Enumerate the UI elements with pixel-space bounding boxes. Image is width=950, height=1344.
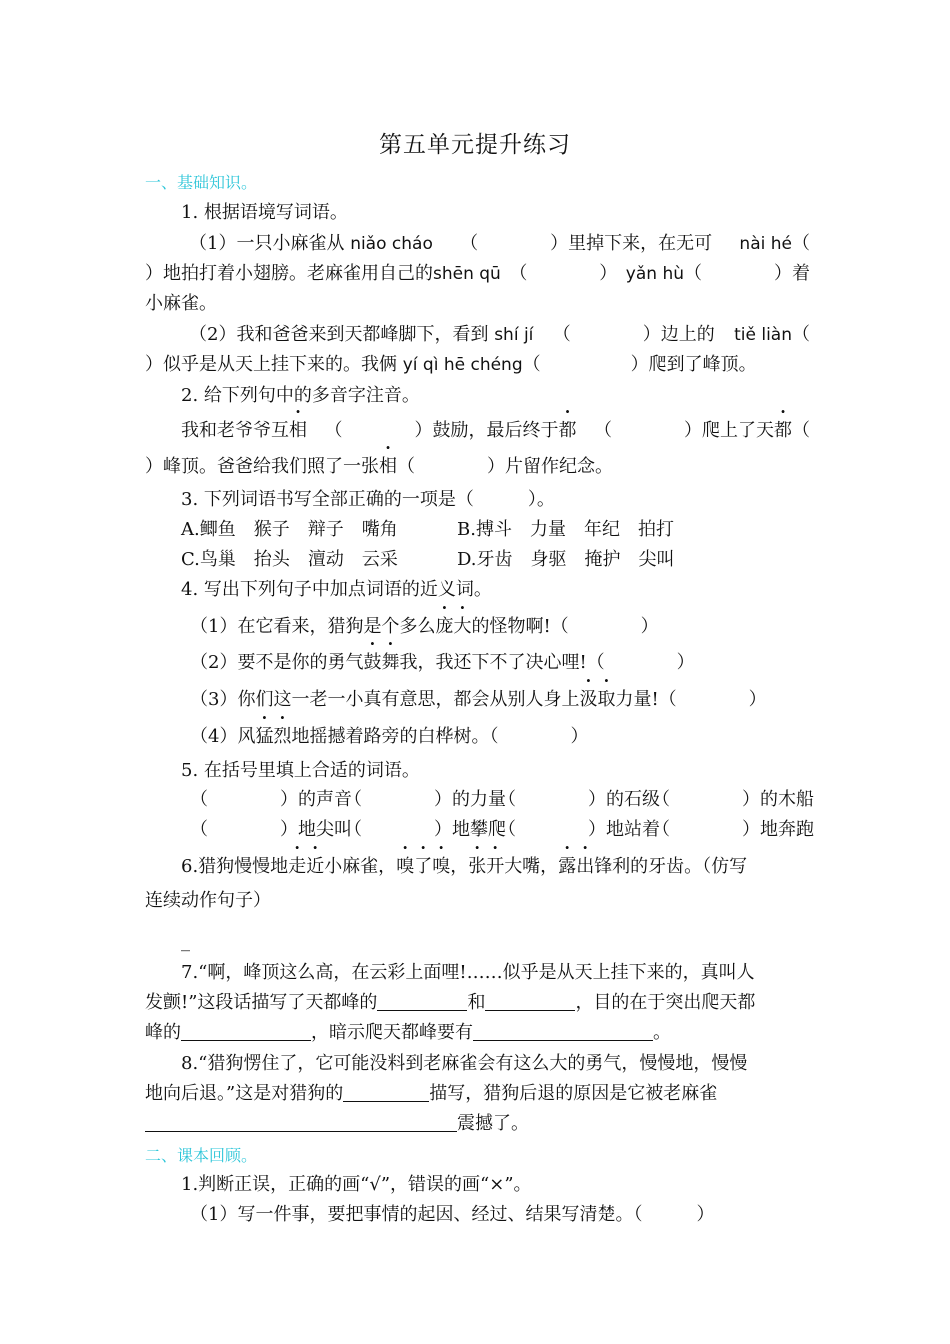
q4-s1-text-b: 的怪物啊!（ ） xyxy=(471,616,659,637)
q1-p2-line2 xyxy=(145,353,810,377)
pinyin-tie-lian: tiě liàn xyxy=(734,325,792,345)
q2-text-a: 我和老爷爷互 xyxy=(181,420,289,441)
dotted-char-xiang: 相 xyxy=(289,420,307,441)
q2-line2 xyxy=(145,455,810,479)
q5-item: （ ）的声音 xyxy=(190,789,352,810)
pinyin-yan-hu: yǎn hù xyxy=(625,264,684,284)
q4-sentence-1 xyxy=(190,615,855,639)
q3-options-row2 xyxy=(181,548,846,572)
q8-text-c: 震撼了。 xyxy=(457,1113,529,1134)
q2-text-b: （ ）鼓励，最后终于 xyxy=(324,420,559,441)
q4-s4-text-a: （4）风 xyxy=(190,726,256,747)
q6-text-d: 大嘴， xyxy=(504,856,559,877)
q2-text-f: （ ）片留作纪念。 xyxy=(397,456,613,477)
q1-p1-text-b: （ ）里掉下来，在无可 xyxy=(460,233,713,254)
pinyin-yi-qi-he-cheng: yí qì hē chéng xyxy=(402,355,523,375)
q6-text-c: ， xyxy=(450,856,469,877)
q7-text-c: ，目的在于突出爬天都 xyxy=(575,992,756,1013)
pinyin-nai-he: nài hé xyxy=(739,234,792,254)
q5-item: （ ）地站着 xyxy=(498,819,660,840)
q4-sentence-3 xyxy=(190,688,855,712)
q3-option-b: B.搏斗 力量 年纪 拍打 xyxy=(457,519,674,540)
q3-options-row1 xyxy=(181,518,846,542)
q7-text-b: 和 xyxy=(467,992,486,1013)
dotted-char: 烈 xyxy=(273,726,292,747)
q1-p2-line1 xyxy=(145,323,810,347)
q7-text-f: 。 xyxy=(653,1022,671,1043)
q1-p2-text-c: （ xyxy=(791,324,810,345)
q7-text-e: ，暗示爬天都峰要有 xyxy=(311,1022,473,1043)
q6-text-f: 连续动作句子） xyxy=(145,890,271,911)
dotted-char-dou: 都 xyxy=(558,420,577,441)
q6-line1 xyxy=(145,855,810,879)
pinyin-shen-qu: shēn qū xyxy=(433,264,501,284)
q3-option-c: C.鸟巢 抬头 澶动 云采 xyxy=(181,549,398,570)
dotted-char: 了 xyxy=(414,856,433,877)
answer-blank[interactable] xyxy=(181,1022,311,1041)
q5-item: （ ）的力量 xyxy=(344,789,506,810)
q4-s1-text-a: （1）在它看来，猎狗是个多么 xyxy=(190,616,436,637)
dotted-char: 庞 xyxy=(435,616,454,637)
q7-line1: 7.“啊，峰顶这么高，在云彩上面哩!……似乎是从天上挂下来的，真叫人 xyxy=(181,962,755,983)
q1-p1-line2 xyxy=(145,262,810,286)
q4-sentence-4 xyxy=(190,725,855,749)
q3-option-d: D.牙齿 身驱 掩护 尖叫 xyxy=(457,549,675,570)
dotted-char: 舞 xyxy=(381,652,400,673)
q4-s3-text-b: 力量!（ ） xyxy=(615,689,767,710)
dotted-char: 鼓 xyxy=(363,652,382,673)
dotted-char: 大 xyxy=(453,616,472,637)
q2-line1 xyxy=(145,419,810,443)
answer-blank[interactable] xyxy=(145,1113,457,1132)
dotted-char-dou-2: 都 xyxy=(774,420,792,441)
q1-stem: 1. 根据语境写词语。 xyxy=(181,202,348,223)
q2-stem: 2. 给下列句中的多音字注音。 xyxy=(181,385,420,406)
dotted-char: 出 xyxy=(576,856,595,877)
q5-row-1 xyxy=(190,788,855,812)
q2-text-e: ）峰顶。爸爸给我们照了一张 xyxy=(145,456,379,477)
q1-p2-text-a: （2）我和爸爸来到天都峰脚下，看到 xyxy=(189,324,489,345)
q6-answer-mark: _ xyxy=(181,931,190,952)
q7-line2 xyxy=(145,991,810,1015)
answer-blank[interactable] xyxy=(343,1083,429,1102)
q5-item: （ ）的石级 xyxy=(498,789,660,810)
q4-sentence-2 xyxy=(190,651,855,675)
q2-text-d: （ xyxy=(792,420,810,441)
q6-text-a: 6.猎狗慢慢地 xyxy=(181,856,289,877)
q6-text-e: 锋利的牙齿。（仿写 xyxy=(594,856,748,877)
dotted-char: 嗅 xyxy=(396,856,415,877)
q8-line1: 8.“猎狗愣住了，它可能没料到老麻雀会有这么大的勇气，慢慢地，慢慢 xyxy=(181,1053,748,1074)
q5-item: （ ）地奔跑 xyxy=(652,819,814,840)
s2-q1-stem: 1.判断正误，正确的画“√”，错误的画“×”。 xyxy=(181,1174,532,1195)
q5-stem: 5. 在括号里填上合适的词语。 xyxy=(181,760,420,781)
q3-option-a: A.鲫鱼 猴子 辩子 嘴角 xyxy=(181,519,398,540)
page-title: 第五单元提升练习 xyxy=(379,132,571,158)
dotted-char-xiang-2: 相 xyxy=(379,456,397,477)
q1-p2-text-d: ）似乎是从天上挂下来的。我俩 xyxy=(145,354,397,375)
q7-text-a: 发颤!”这段话描写了天都峰的 xyxy=(145,992,378,1013)
dotted-char: 汲 xyxy=(579,689,598,710)
q2-text-c: （ ）爬上了天 xyxy=(594,420,774,441)
q1-p1-text-g: 小麻雀。 xyxy=(145,293,217,314)
s2-q1-item1: （1）写一件事，要把事情的起因、经过、结果写清楚。（ ） xyxy=(190,1204,715,1225)
q5-row-2 xyxy=(190,818,855,842)
dotted-char: 取 xyxy=(597,689,616,710)
q1-p1-text-d: ）地拍打着小翅膀。老麻雀用自己的 xyxy=(145,263,433,284)
answer-blank[interactable] xyxy=(377,992,467,1011)
q4-s3-text-a: （3）你们这一老一小真有意思，都会从别人身上 xyxy=(190,689,580,710)
q7-text-d: 峰的 xyxy=(145,1022,181,1043)
q3-stem: 3. 下列词语书写全部正确的一项是（ ）。 xyxy=(181,489,555,510)
pinyin-shi-ji: shí jí xyxy=(494,325,534,345)
q1-p1-text-e: （ ） xyxy=(509,263,618,284)
q8-line2 xyxy=(145,1082,810,1106)
dotted-char: 开 xyxy=(486,856,505,877)
pinyin-niao-chao: niǎo cháo xyxy=(350,234,433,254)
dotted-char: 猛 xyxy=(255,726,274,747)
section-heading-review: 二、课本回顾。 xyxy=(145,1146,258,1165)
section-heading-basic: 一、基础知识。 xyxy=(145,173,258,192)
q1-p1-text-c: （ xyxy=(791,233,810,254)
q7-line3 xyxy=(145,1021,810,1045)
q8-text-a: 地向后退。”这是对猎狗的 xyxy=(145,1083,344,1104)
q6-text-b: 小麻雀， xyxy=(324,856,397,877)
q5-item: （ ）地尖叫 xyxy=(190,819,352,840)
dotted-char: 露 xyxy=(558,856,577,877)
q1-p1-line1 xyxy=(145,232,810,256)
answer-blank[interactable] xyxy=(473,1022,653,1041)
q1-p1-text-a: （1）一只小麻雀从 xyxy=(189,233,345,254)
q4-s2-text-a: （2）要不是你的勇气 xyxy=(190,652,364,673)
q5-item: （ ）的木船 xyxy=(652,789,814,810)
q5-item: （ ）地攀爬 xyxy=(344,819,506,840)
dotted-char: 嗅 xyxy=(432,856,451,877)
dotted-char: 走 xyxy=(288,856,307,877)
q1-p2-text-e: （ ）爬到了峰顶。 xyxy=(522,354,757,375)
q1-p1-text-f: （ ）着 xyxy=(684,263,810,284)
q8-text-b: 描写，猎狗后退的原因是它被老麻雀 xyxy=(429,1083,718,1104)
q1-p2-text-b: （ ）边上的 xyxy=(552,324,715,345)
q4-s4-text-b: 地摇撼着路旁的白桦树。（ ） xyxy=(291,726,589,747)
dotted-char: 近 xyxy=(306,856,325,877)
q4-stem: 4. 写出下列句子中加点词语的近义词。 xyxy=(181,579,492,600)
q8-line3 xyxy=(145,1112,810,1136)
dotted-char: 张 xyxy=(468,856,487,877)
q4-s2-text-b: 我，我还下不了决心哩!（ ） xyxy=(399,652,695,673)
answer-blank[interactable] xyxy=(485,992,575,1011)
